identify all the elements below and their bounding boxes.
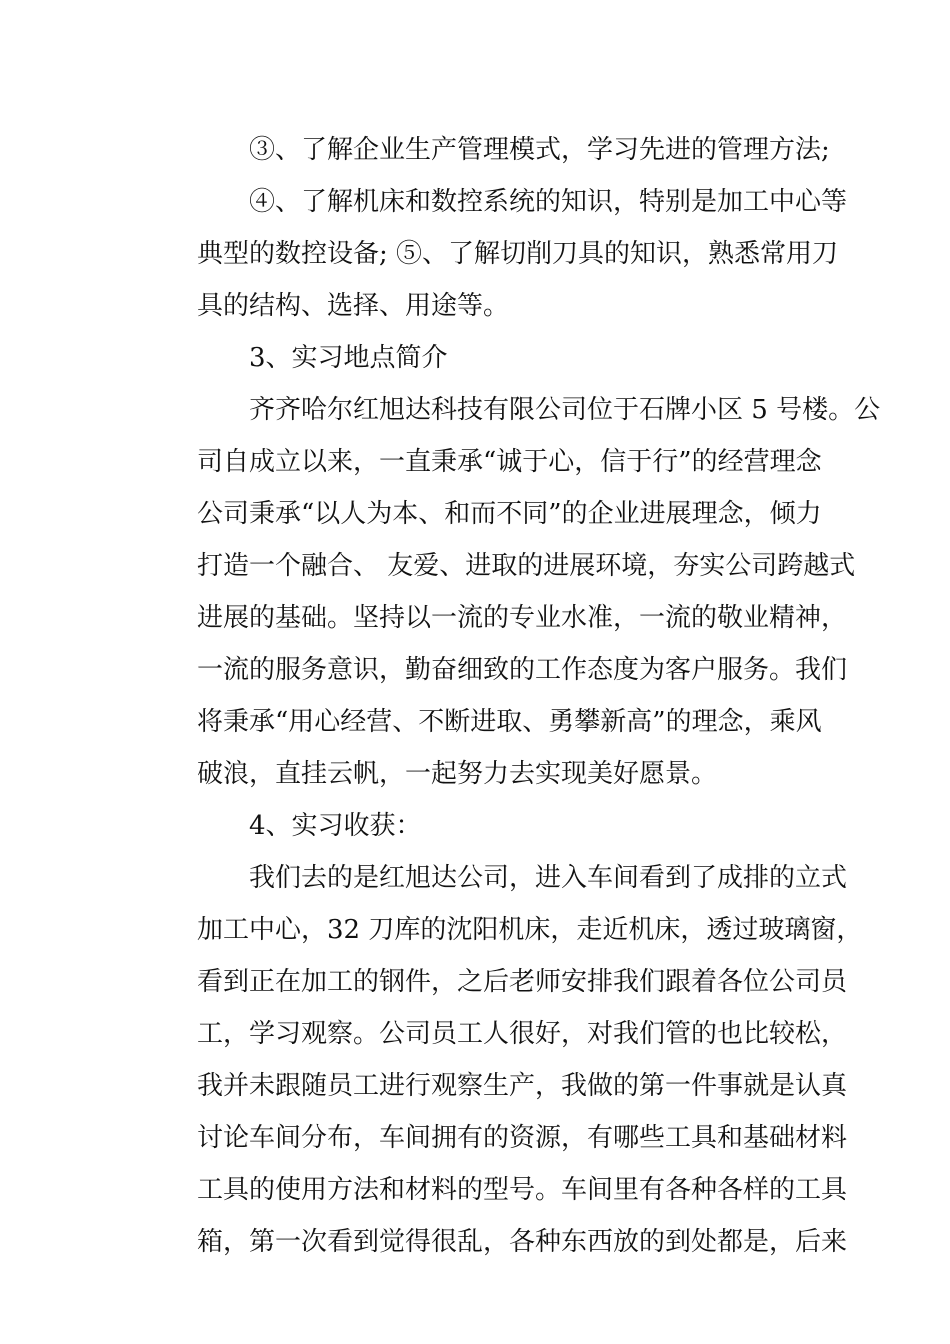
- text-line: 司自成立以来，一直秉承“诚于心，信于行”的经营理念: [197, 447, 822, 477]
- text-line: 破浪，直挂云帆，一起努力去实现美好愿景。: [197, 759, 718, 789]
- paragraph-company-intro: [145, 384, 881, 800]
- section-heading-3: [145, 332, 805, 384]
- paragraph-items-4-5: [145, 176, 848, 332]
- paragraph-internship-gains: [145, 852, 863, 1268]
- text-line: ④、了解机床和数控系统的知识，特别是加工中心等: [249, 187, 848, 217]
- text-line: ③、了解企业生产管理模式，学习先进的管理方法;: [249, 135, 830, 165]
- text-line: 齐齐哈尔红旭达科技有限公司位于石牌小区 5 号楼。公: [249, 395, 881, 425]
- text-line: 看到正在加工的钢件，之后老师安排我们跟着各位公司员: [197, 967, 848, 997]
- text-line: 3、实习地点简介: [249, 343, 448, 373]
- text-line: 进展的基础。坚持以一流的专业水准，一流的敬业精神，: [197, 603, 848, 633]
- text-line: 箱，第一次看到觉得很乱，各种东西放的到处都是，后来: [197, 1227, 848, 1257]
- text-line: 一流的服务意识，勤奋细致的工作态度为客户服务。我们: [197, 655, 848, 685]
- text-line: 我们去的是红旭达公司，进入车间看到了成排的立式: [249, 863, 848, 893]
- text-line: 工具的使用方法和材料的型号。车间里有各种各样的工具: [197, 1175, 848, 1205]
- text-line: 加工中心，32 刀库的沈阳机床，走近机床，透过玻璃窗，: [197, 915, 863, 945]
- text-line: 打造一个融合、 友爱、进取的进展环境，夯实公司跨越式: [197, 551, 856, 581]
- text-line: 公司秉承“以人为本、和而不同”的企业进展理念，倾力: [197, 499, 822, 529]
- text-line: 具的结构、选择、用途等。: [197, 291, 510, 321]
- text-line: 4、实习收获：: [249, 811, 422, 841]
- paragraph-item-3: [145, 124, 830, 176]
- text-line: 讨论车间分布，车间拥有的资源，有哪些工具和基础材料: [197, 1123, 848, 1153]
- text-line: 我并未跟随员工进行观察生产，我做的第一件事就是认真: [197, 1071, 848, 1101]
- text-line: 工，学习观察。公司员工人很好，对我们管的也比较松，: [197, 1019, 848, 1049]
- section-heading-4: [145, 800, 805, 852]
- text-line: 典型的数控设备; ⑤、了解切削刀具的知识，熟悉常用刀: [197, 239, 839, 269]
- document-page: [145, 124, 881, 1268]
- text-line: 将秉承“用心经营、不断进取、勇攀新高”的理念，乘风: [197, 707, 822, 737]
